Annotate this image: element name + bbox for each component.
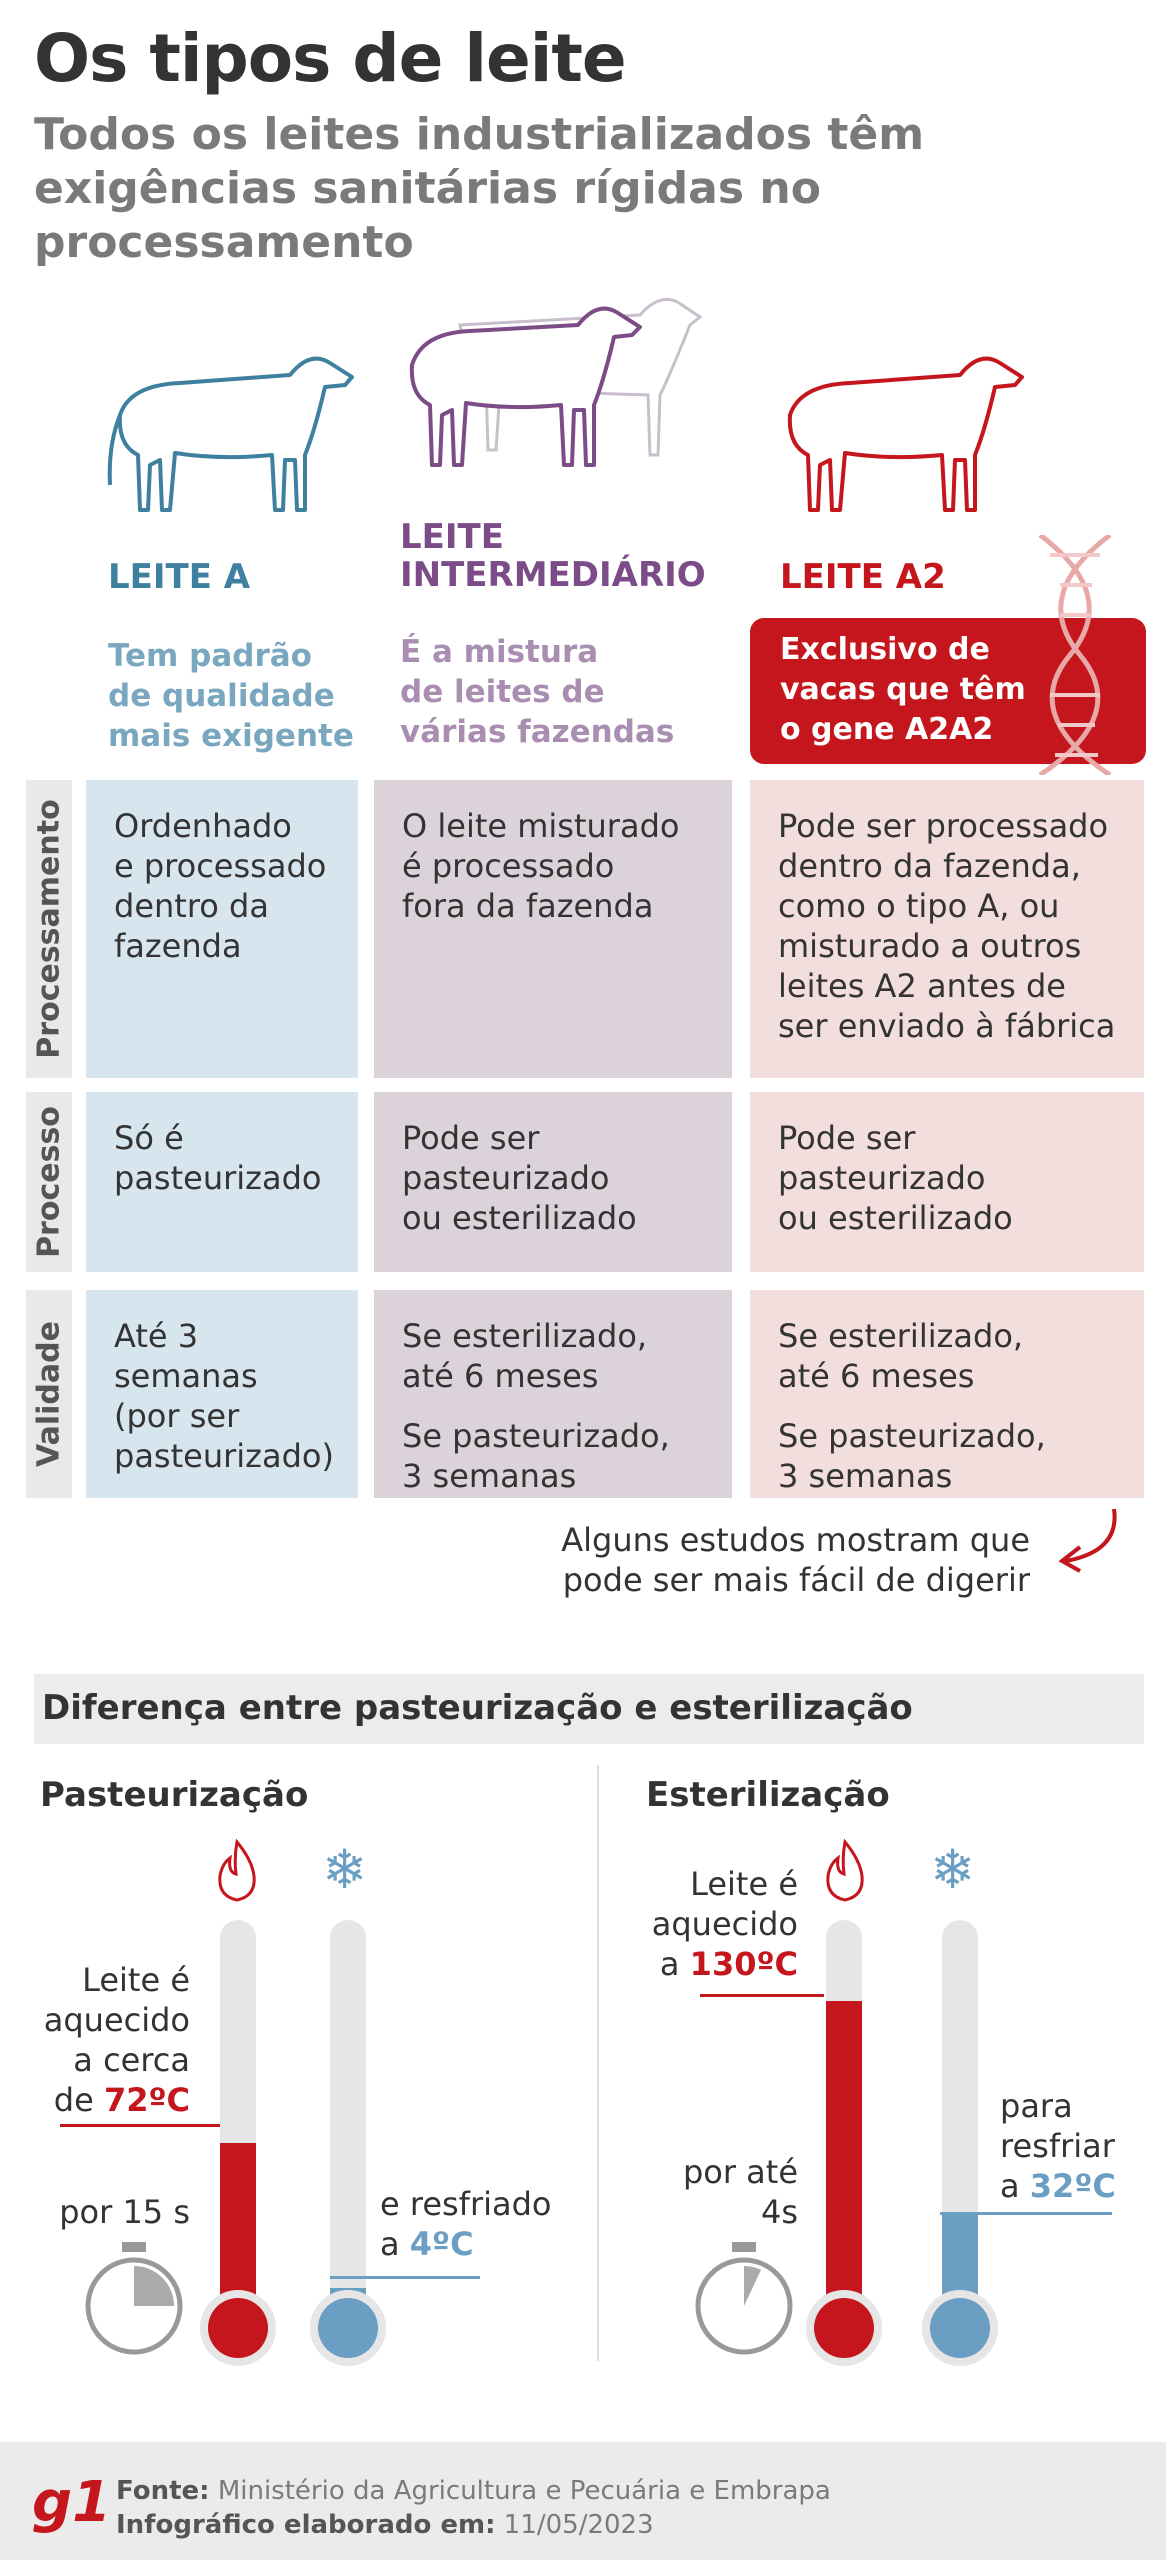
row-label-processo: Processo [26,1092,72,1272]
column-title-leite-a: LEITE A [108,557,251,597]
stopwatch-icon [692,2240,796,2358]
column-desc-leite-intermediario: É a mistura de leites de várias fazendas [400,634,675,750]
column-desc-leite-a2: Exclusivo de vacas que têm o gene A2A2 [780,632,1026,747]
hot-thermometer-sterilization [806,1920,882,2366]
difference-title: Diferença entre pasteurização e esterilização [42,1688,913,1728]
cell-processamento-leite-intermediario: O leite misturado é processado fora da fazenda [374,780,732,1078]
snowflake-icon: ❄ [930,1838,976,1901]
cell-processo-leite-a: Só é pasteurizado [86,1092,358,1272]
cold-thermometer-sterilization [922,1920,998,2366]
cell-processo-leite-a2: Pode ser pasteurizado ou esterilizado [750,1092,1144,1272]
cell-processamento-leite-a2: Pode ser processado dentro da fazenda, como o tipo A, ou misturado a outros leites A2 antes de ser enviado à fábrica [750,780,1144,1078]
pasteurization-cool-label: e resfriado a 4ºC [380,2185,552,2263]
sterilization-time-label: por até 4s [682,2153,798,2231]
cell-processo-leite-intermediario: Pode ser pasteurizado ou esterilizado [374,1092,732,1272]
cell-validade-leite-a2: Se esterilizado, até 6 meses Se pasteurizado, 3 semanas [750,1290,1144,1498]
cow-icon [770,335,1040,525]
cell-validade-leite-intermediario: Se esterilizado, até 6 meses Se pasteurizado, 3 semanas [374,1290,732,1498]
page-title: Os tipos de leite [34,20,626,97]
footer-source: Fonte: Ministério da Agricultura e Pecuária e Embrapa Infográfico elaborado em: 11/05/2023 [116,2476,831,2540]
pasteurization-heading: Pasteurização [40,1775,309,1815]
sterilization-cool-label: para resfriar a 32ºC [1000,2087,1116,2205]
column-title-leite-a2: LEITE A2 [780,557,946,597]
snowflake-icon: ❄ [322,1838,368,1901]
heat-marker-line [700,1994,824,1997]
cell-validade-leite-a: Até 3 semanas (por ser pasteurizado) [86,1290,358,1498]
row-label-processamento: Processamento [26,780,72,1078]
stopwatch-icon [82,2240,186,2358]
flame-icon [212,1838,262,1904]
cow-icon [400,285,710,485]
sterilization-heat-label: Leite é aquecido a 130ºC [651,1865,798,1983]
heat-marker-line [60,2124,220,2127]
hot-level-fill [826,2001,862,2320]
cow-icon [100,335,370,525]
dna-icon [1020,535,1130,775]
pasteurization-heat-label: Leite é aquecido a cerca de 72ºC [43,1961,190,2119]
arrow-icon [1050,1505,1126,1575]
row-label-validade: Validade [26,1290,72,1498]
cool-marker-line [330,2276,480,2279]
cell-processamento-leite-a: Ordenhado e processado dentro da fazenda [86,780,358,1078]
difference-title-bar [34,1674,1144,1744]
g1-logo: g1 [32,2470,112,2535]
flame-icon [820,1838,870,1904]
sterilization-heading: Esterilização [646,1775,890,1815]
hot-thermometer-pasteurization [200,1920,276,2366]
column-desc-leite-a: Tem padrão de qualidade mais exigente [108,638,354,754]
column-title-leite-intermediario: LEITE INTERMEDIÁRIO [400,517,706,595]
section-divider [597,1765,599,2361]
a2-digestion-note: Alguns estudos mostram que pode ser mais fácil de digerir [561,1521,1030,1599]
pasteurization-time-label: por 15 s [59,2193,190,2231]
page-subtitle: Todos os leites industrializados têm exigências sanitárias rígidas no processamento [34,109,925,268]
cool-marker-line [940,2212,1112,2215]
cold-thermometer-pasteurization [310,1920,386,2366]
